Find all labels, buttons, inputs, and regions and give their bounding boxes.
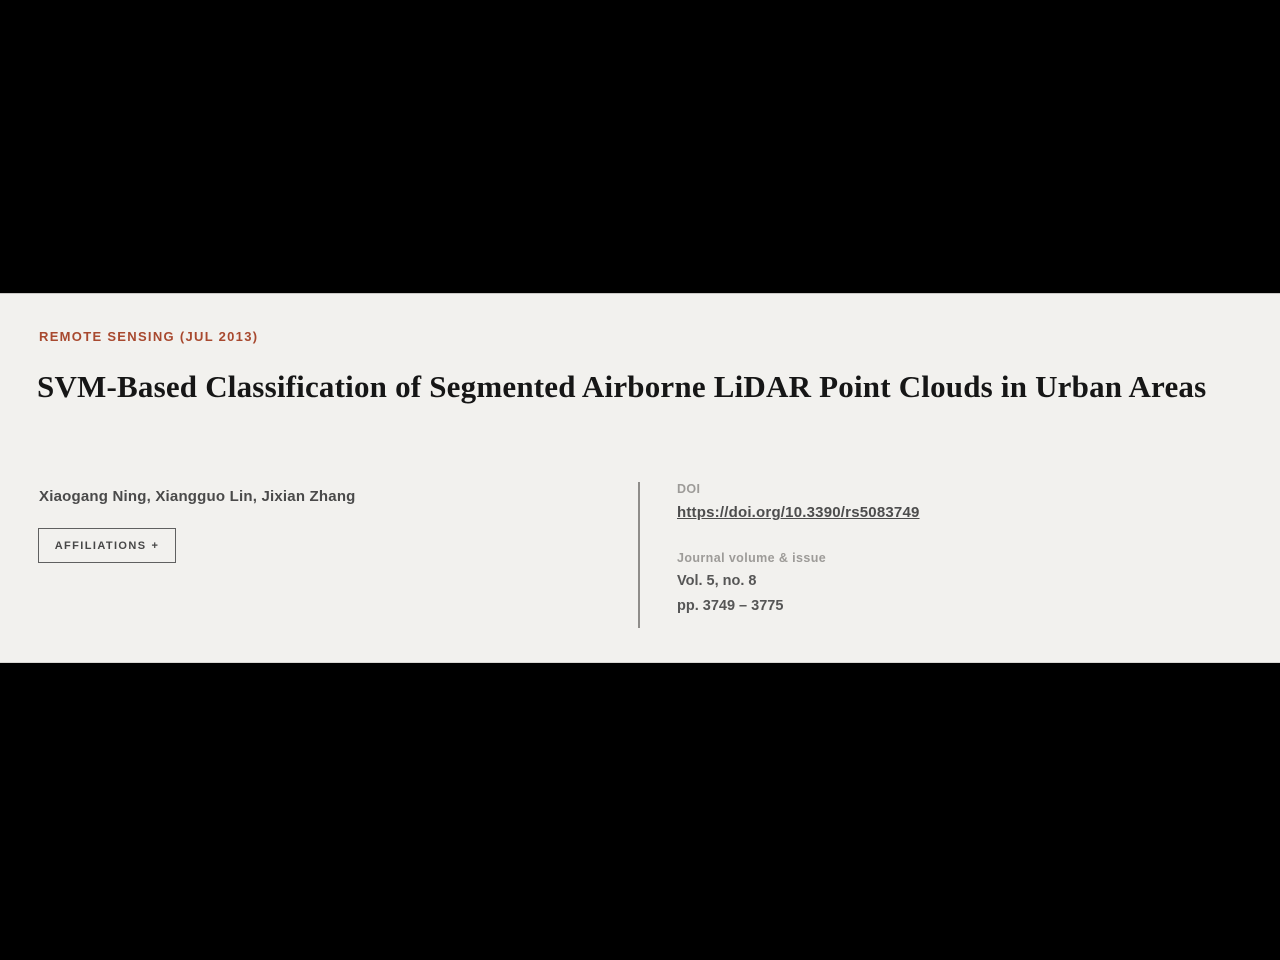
affiliations-button-label: AFFILIATIONS (54, 539, 147, 552)
vertical-divider (638, 482, 640, 628)
authors-list: Xiaogang Ning, Xiangguo Lin, Jixian Zhang (39, 488, 356, 505)
letterbox-bottom (0, 663, 1280, 960)
journal-name-label: REMOTE SENSING (JUL 2013) (39, 329, 259, 344)
plus-icon: + (151, 539, 160, 552)
volume-issue-value: Vol. 5, no. 8 (677, 573, 757, 589)
doi-label: DOI (677, 482, 701, 496)
paper-title: SVM-Based Classification of Segmented Airborne LiDAR Point Clouds in Urban Areas (37, 369, 1207, 404)
letterbox-top (0, 0, 1280, 293)
pages-value: pp. 3749 – 3775 (677, 598, 784, 614)
doi-link[interactable]: https://doi.org/10.3390/rs5083749 (677, 504, 920, 521)
paper-title-card (0, 293, 1280, 663)
affiliations-button[interactable] (38, 528, 176, 563)
journal-volume-issue-label: Journal volume & issue (677, 551, 827, 565)
